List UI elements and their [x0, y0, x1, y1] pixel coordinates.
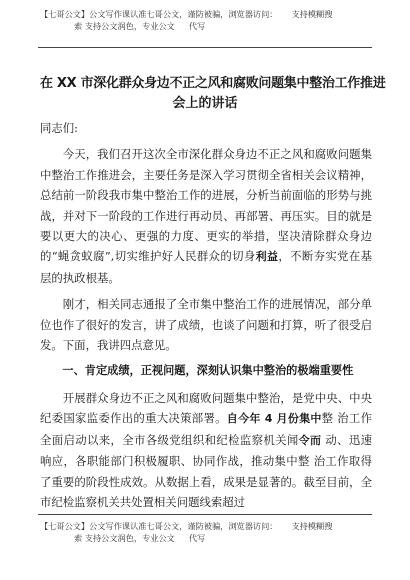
paragraph-2: 刚才，相关同志通报了全市集中整治工作的进展情况，部分单位也作了很好的发言，讲了成绩，也谈了问题和打算，听了很受启发。下面，我讲四点意见。 — [40, 297, 372, 353]
header-divider — [38, 47, 372, 48]
footer-line2: 索 支持公文润色，专业公文 — [74, 533, 175, 543]
header-line2-tail: 代写 — [188, 21, 206, 31]
paragraph-1: 今天，我们召开这次全市深化群众身边不正之风和腐败问题集中整治工作推进会，主要任务是深入学习贯彻全省相关会议精神，总结前一阶段我市集中整治工作的进展，分析当前面临的形势与挑战，并对下一阶段的工作进行再动员、再部署、再压实。目的就是要以更大的决心、更强的力度、更实的举措，坚决清除群众身边的“蝇贪蚁腐”,切实维护好人民群众的切身利益，不断夯实党在基层的执政根基。 — [40, 147, 372, 285]
footer-line2-tail: 代写 — [188, 533, 206, 543]
title-line1: 在 XX 市深化群众身边不正之风和腐败问题集中整治工作推进 — [40, 76, 386, 91]
title-line2: 会上的讲话 — [172, 96, 238, 111]
header-line2: 索 支持公文润色，专业公文 — [74, 21, 175, 31]
header-line1-tail: 支持模糊搜 — [291, 9, 333, 19]
document-body — [40, 118, 372, 518]
header-line1: 【七哥公文】公文写作课认准七哥公文，谨防被骗，浏览器访问： — [40, 9, 278, 19]
page-footer — [40, 520, 370, 544]
para1-bold: 利益 — [255, 250, 279, 264]
footer-line1-tail: 支持模糊搜 — [291, 521, 333, 531]
document-title — [40, 74, 386, 114]
salutation: 同志们: — [40, 121, 79, 135]
section-heading-1: 一、肯定成绩，正视问题，深刻认识集中整治的极端重要性 — [62, 364, 354, 378]
paragraph-3: 开展群众身边不正之风和腐败问题集中整治，是党中央、中央纪委国家监委作出的重大决策部署。自今年 4 月份集中整 治工作全面启动以来，全市各级党组织和纪检监察机关闻令而 动、迅速响应，各职能部门积极履职、协同作战，推动集中整 治工作取得了重要的阶段性成效。从数据上看，成果是显著的。截至目前，全市纪检监察机关共处置相关问题线索超过 — [40, 390, 373, 509]
page-header — [40, 8, 370, 32]
footer-line1: 【七哥公文】公文写作课认准七哥公文，谨防被骗，浏览器访问： — [40, 521, 278, 531]
footer-divider — [38, 514, 372, 515]
